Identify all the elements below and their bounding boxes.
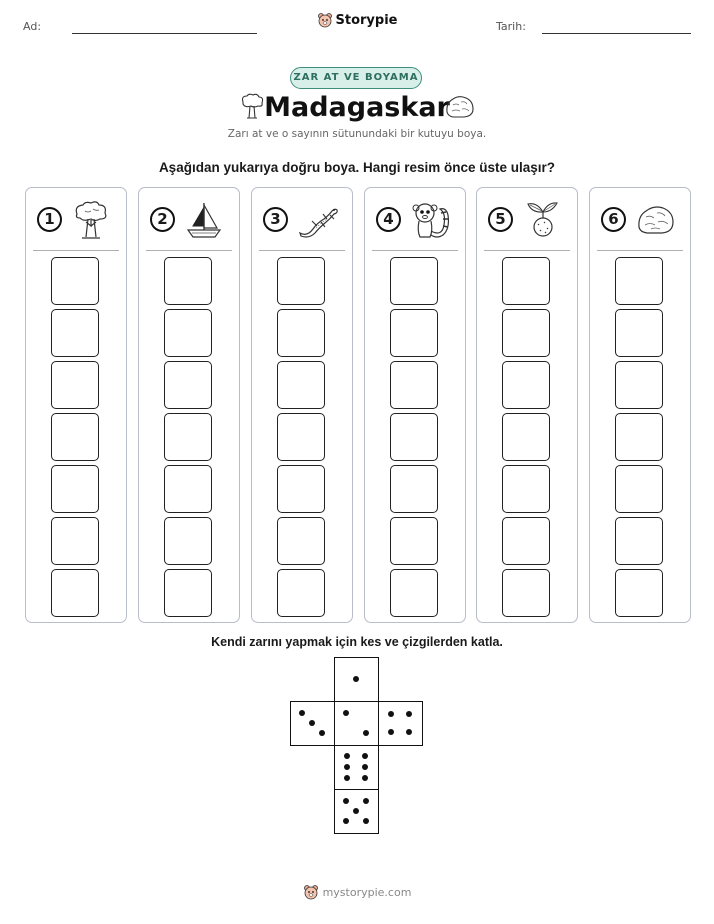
column-number: 1 <box>37 207 62 232</box>
dice-pip <box>309 720 315 726</box>
lizard-icon <box>297 199 339 241</box>
color-box[interactable] <box>277 413 325 461</box>
footer <box>0 884 714 905</box>
dice-pip <box>388 711 394 717</box>
color-box[interactable] <box>502 361 550 409</box>
bear-mascot-icon <box>317 12 333 28</box>
dice-face-6 <box>334 745 379 790</box>
color-box[interactable] <box>615 569 663 617</box>
dice-pip <box>363 730 369 736</box>
color-box[interactable] <box>277 517 325 565</box>
lemur-icon <box>410 199 452 241</box>
color-box[interactable] <box>390 569 438 617</box>
color-box[interactable] <box>390 465 438 513</box>
color-box[interactable] <box>164 361 212 409</box>
color-box[interactable] <box>502 309 550 357</box>
dice-face-2 <box>334 701 379 746</box>
dice-pip <box>362 775 368 781</box>
column-divider <box>484 250 570 251</box>
date-label: Tarih: <box>496 20 526 33</box>
dice-pip <box>363 798 369 804</box>
color-box[interactable] <box>164 413 212 461</box>
dice-pip <box>362 764 368 770</box>
column-6 <box>589 187 691 623</box>
instruction-top: Aşağıdan yukarıya doğru boya. Hangi resim önce üste ulaşır? <box>158 160 556 175</box>
dice-pip <box>343 798 349 804</box>
dice-face-1 <box>334 657 379 702</box>
subtitle: Zarı at ve o sayının sütunundaki bir kutuyu boya. <box>227 128 487 140</box>
dice-pip <box>406 711 412 717</box>
color-box[interactable] <box>51 465 99 513</box>
sailboat-icon <box>184 199 224 241</box>
column-1 <box>25 187 127 623</box>
rock-icon <box>444 92 476 120</box>
dice-pip <box>344 764 350 770</box>
color-box[interactable] <box>502 257 550 305</box>
brand-name: Storypie <box>335 12 398 28</box>
color-box[interactable] <box>615 361 663 409</box>
color-box[interactable] <box>615 517 663 565</box>
color-box[interactable] <box>502 517 550 565</box>
dice-pip <box>343 710 349 716</box>
activity-tag: ZAR AT VE BOYAMA <box>290 67 422 89</box>
color-box[interactable] <box>390 257 438 305</box>
color-box[interactable] <box>51 361 99 409</box>
brand-logo <box>0 12 714 33</box>
color-box[interactable] <box>164 257 212 305</box>
dice-pip <box>343 818 349 824</box>
bear-mascot-icon <box>303 884 319 900</box>
column-number: 3 <box>263 207 288 232</box>
column-divider <box>259 250 345 251</box>
dice-pip <box>344 775 350 781</box>
color-box[interactable] <box>164 569 212 617</box>
color-box[interactable] <box>615 413 663 461</box>
color-box[interactable] <box>51 413 99 461</box>
color-box[interactable] <box>502 413 550 461</box>
baobab-tree-icon <box>71 199 111 241</box>
dice-pip <box>406 729 412 735</box>
column-4 <box>364 187 466 623</box>
column-3 <box>251 187 353 623</box>
color-box[interactable] <box>277 465 325 513</box>
color-box[interactable] <box>615 309 663 357</box>
dice-pip <box>362 753 368 759</box>
dice-pip <box>353 676 359 682</box>
column-2 <box>138 187 240 623</box>
dice-pip <box>319 730 325 736</box>
column-divider <box>146 250 232 251</box>
column-number: 2 <box>150 207 175 232</box>
name-label: Ad: <box>23 20 42 33</box>
page-title: Madagaskar <box>264 92 450 123</box>
column-5 <box>476 187 578 623</box>
color-box[interactable] <box>615 257 663 305</box>
color-box[interactable] <box>164 309 212 357</box>
dice-pip <box>299 710 305 716</box>
dice-face-3 <box>290 701 335 746</box>
color-box[interactable] <box>51 517 99 565</box>
color-box[interactable] <box>164 465 212 513</box>
dice-face-4 <box>378 701 423 746</box>
dice-pip <box>388 729 394 735</box>
color-box[interactable] <box>615 465 663 513</box>
color-box[interactable] <box>51 257 99 305</box>
color-box[interactable] <box>277 361 325 409</box>
footer-url[interactable]: mystorypie.com <box>322 885 412 899</box>
dice-pip <box>363 818 369 824</box>
color-box[interactable] <box>277 569 325 617</box>
color-box[interactable] <box>390 517 438 565</box>
color-box[interactable] <box>51 569 99 617</box>
rock-icon <box>635 199 677 241</box>
column-number: 5 <box>488 207 513 232</box>
color-box[interactable] <box>390 361 438 409</box>
dice-pip <box>353 808 359 814</box>
column-divider <box>372 250 458 251</box>
instruction-bottom: Kendi zarını yapmak için kes ve çizgilerden katla. <box>211 635 503 649</box>
color-box[interactable] <box>502 465 550 513</box>
name-line <box>72 33 257 34</box>
column-number: 6 <box>601 207 626 232</box>
column-number: 4 <box>376 207 401 232</box>
color-box[interactable] <box>277 257 325 305</box>
color-box[interactable] <box>277 309 325 357</box>
color-box[interactable] <box>390 309 438 357</box>
column-divider <box>597 250 683 251</box>
dice-face-5 <box>334 789 379 834</box>
color-box[interactable] <box>164 517 212 565</box>
color-box[interactable] <box>502 569 550 617</box>
dice-pip <box>344 753 350 759</box>
date-line <box>542 33 691 34</box>
column-divider <box>33 250 119 251</box>
color-box[interactable] <box>51 309 99 357</box>
color-box[interactable] <box>390 413 438 461</box>
lychee-fruit-icon <box>522 199 564 241</box>
